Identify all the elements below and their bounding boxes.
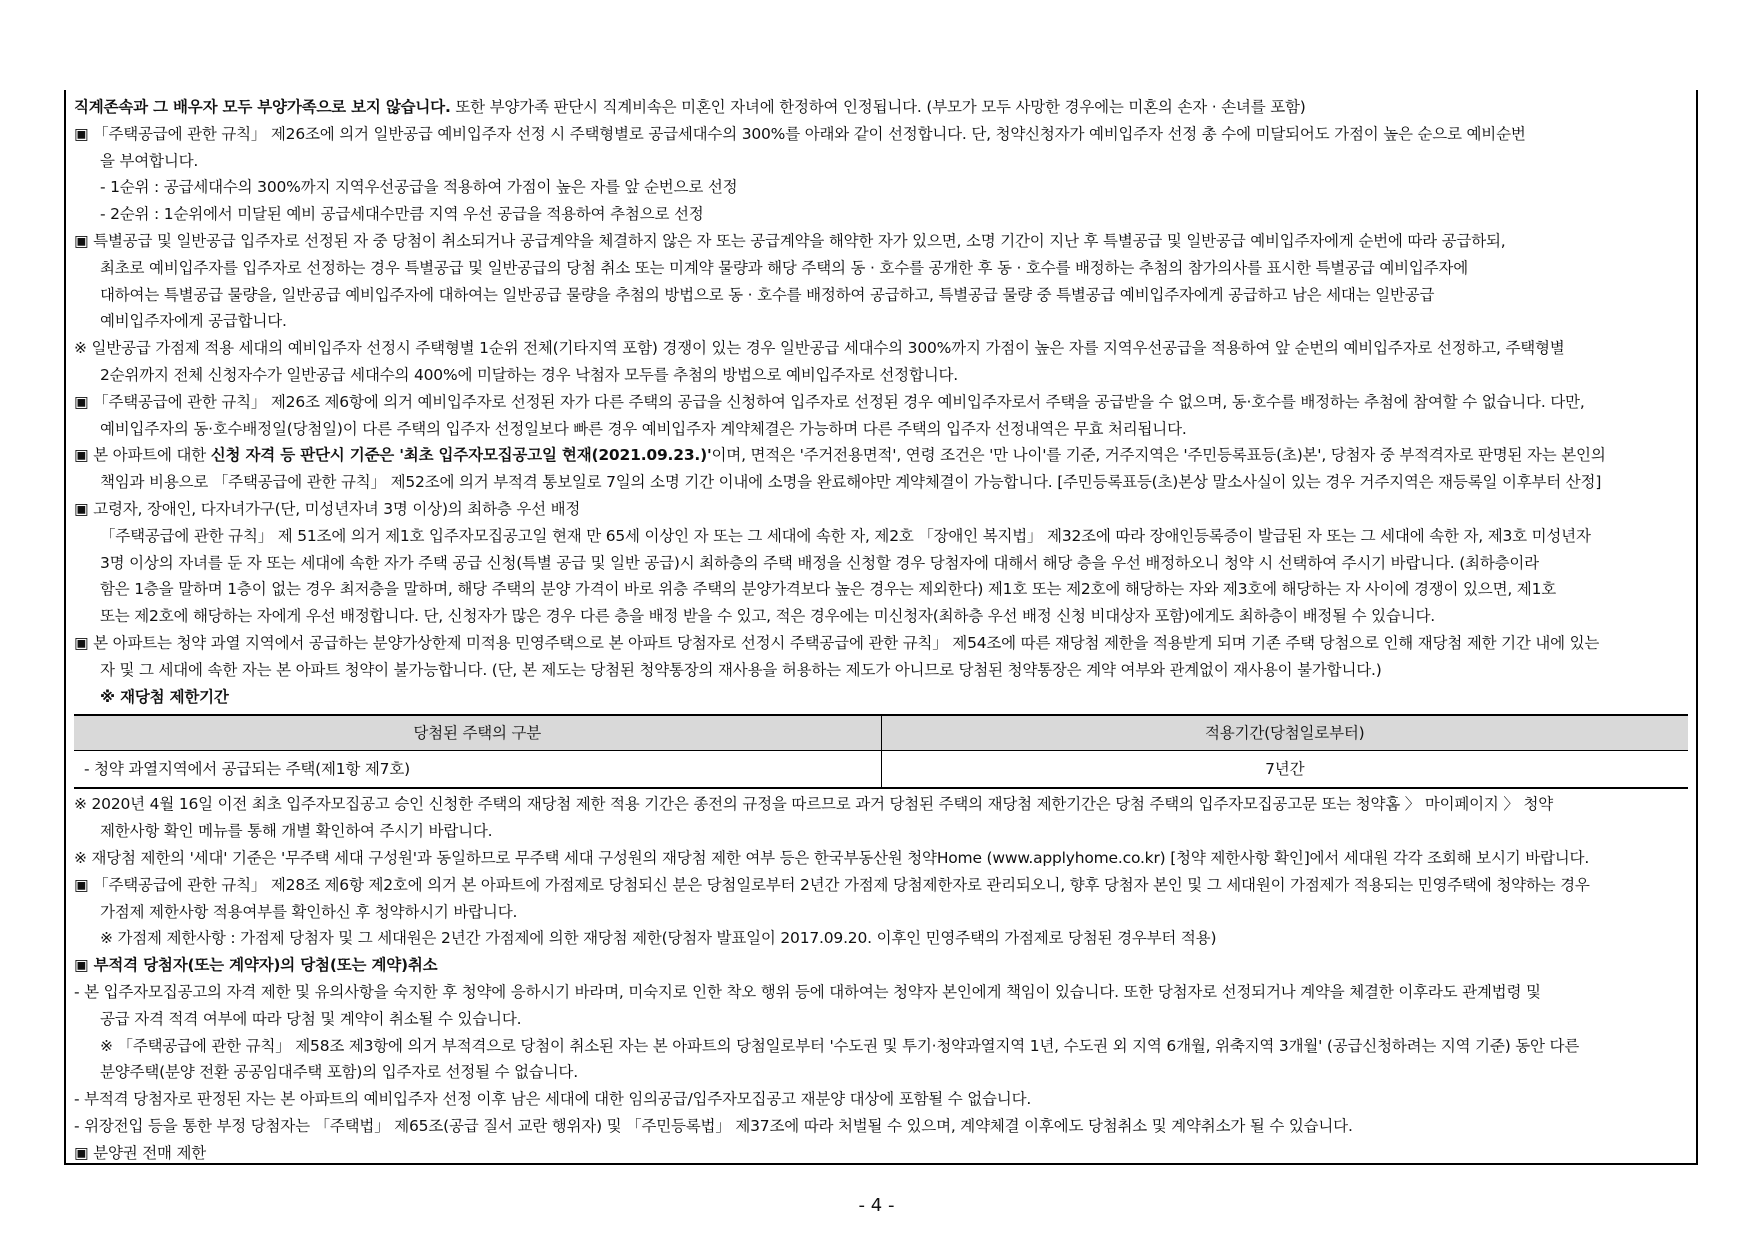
list-item: - 위장전입 등을 통한 부정 당첨자는 「주택법」 제65조(공급 질서 교란 행위자) 및 「주민등록법」 제37조에 따라 처벌될 수 있으며, 계약체결 이후에도 당첨취소 및 계약취소가 될 수 있습니다.: [74, 1116, 1353, 1135]
list-item: - 부적격 당첨자로 판정된 자는 본 아파트의 예비입주자 선정 이후 남은 세대에 대한 임의공급/입주자모집공고 재분양 대상에 포함될 수 없습니다.: [74, 1090, 1032, 1109]
paragraph-line: [74, 94, 1688, 121]
table-cell-type: - 청약 과열지역에서 공급되는 주택(제1항 제7호): [74, 751, 881, 789]
section-heading: ▣ 부적격 당첨자(또는 계약자)의 당첨(또는 계약)취소: [74, 956, 438, 975]
note-line: 2순위까지 전체 신청자수가 일반공급 세대수의 400%에 미달하는 경우 낙첨자 모두를 추첨의 방법으로 예비입주자로 선정합니다.: [100, 365, 959, 384]
note-line: ※ 2020년 4월 16일 이전 최초 입주자모집공고 승인 신청한 주택의 재당첨 제한 적용 기간은 종전의 규정을 따르므로 과거 당첨된 주택의 재당첨 제한기간은 당첨 주택의 입주자모집공고문 또는 청약홈 〉 마이페이지 〉 청약: [74, 795, 1553, 814]
note-line: 분양주택(분양 전환 공공임대주택 포함)의 입주자로 선정될 수 없습니다.: [100, 1063, 578, 1082]
section-heading: ※ 재당첨 제한기간: [100, 687, 229, 706]
paragraph-line: 예비입주자의 동·호수배정일(당첨일)이 다른 주택의 입주자 선정일보다 빠른 경우 예비입주자 계약체결은 가능하며 다른 주택의 입주자 선정내역은 무효 처리됩니다.: [100, 419, 1187, 438]
paragraph-line: 예비입주자에게 공급합니다.: [100, 312, 287, 331]
table-row: [74, 751, 1688, 789]
bold-text: 신청 자격 등 판단시 기준은 '최초 입주자모집공고일 현재(2021.09.23.)': [210, 446, 712, 465]
note-line: ※ 가점제 제한사항 : 가점제 당첨자 및 그 세대원은 2년간 가점제에 의한 재당첨 제한(당첨자 발표일이 2017.09.20. 이후인 민영주택의 가점제로 당첨된 경우부터 적용): [100, 929, 1217, 948]
paragraph-line: 3명 이상의 자녀를 둔 자 또는 세대에 속한 자가 주택 공급 신청(특별 공급 및 일반 공급)시 최하층의 주택 배정을 신청할 경우 당첨자에 대해서 해당 층을 우선 배정하오니 청약 시 선택하여 주시기 바랍니다. (최하층이라: [100, 553, 1539, 572]
table-cell-period: 7년간: [881, 751, 1688, 789]
paragraph-line: 책임과 비용으로 「주택공급에 관한 규칙」 제52조에 의거 부적격 통보일로 7일의 소명 기간 이내에 소명을 완료해야만 계약체결이 가능합니다. [주민등록표등(초)본상 말소사실이 있는 경우 거주지역은 재등록일 이후부터 산정]: [100, 473, 1602, 492]
paragraph-line: 함은 1층을 말하며 1층이 없는 경우 최저층을 말하며, 해당 주택의 분양 가격이 바로 위층 주택의 분양가격보다 높은 경우는 제외한다) 제1호 또는 제2호에 해당하는 자와 제3호에 해당하는 자 사이에 경쟁이 있으면, 제1호: [100, 580, 1557, 599]
text: 또한 부양가족 판단시 직계비속은 미혼인 자녀에 한정하여 인정됩니다. (부모가 모두 사망한 경우에는 미혼의 손자 · 손녀를 포함): [450, 98, 1306, 116]
document-body: [74, 94, 1688, 1166]
paragraph-line: 대하여는 특별공급 물량을, 일반공급 예비입주자에 대하여는 일반공급 물량을 추첨의 방법으로 동 · 호수를 배정하여 공급하고, 특별공급 물량 중 특별공급 예비입주자에게 공급하고 남은 세대는 일반공급: [100, 285, 1435, 304]
paragraph-line: ▣ 「주택공급에 관한 규칙」 제28조 제6항 제2호에 의거 본 아파트에 가점제로 당첨되신 분은 당첨일로부터 2년간 가점제 당첨제한자로 관리되오니, 향후 당첨자 본인 및 그 세대원이 가점제가 적용되는 민영주택에 청약하는 경우: [74, 875, 1590, 894]
paragraph-line: 가점제 제한사항 적용여부를 확인하신 후 청약하시기 바랍니다.: [100, 902, 518, 921]
list-item: - 2순위 : 1순위에서 미달된 예비 공급세대수만큼 지역 우선 공급을 적용하여 추첨으로 선정: [100, 205, 704, 224]
note-line: ※ 「주택공급에 관한 규칙」 제58조 제3항에 의거 부적격으로 당첨이 취소된 자는 본 아파트의 당첨일로부터 '수도권 및 투기·청약과열지역 1년, 수도권 외 지역 6개월, 위축지역 3개월' (공급신청하려는 지역 기준) 동안 다른: [100, 1036, 1580, 1055]
note-line: 제한사항 확인 메뉴를 통해 개별 확인하여 주시기 바랍니다.: [100, 822, 493, 841]
paragraph-line: ▣ 특별공급 및 일반공급 입주자로 선정된 자 중 당첨이 취소되거나 공급계약을 체결하지 않은 자 또는 공급계약을 해약한 자가 있으면, 소명 기간이 지난 후 특별공급 및 일반공급 예비입주자에게 순번에 따라 공급하되,: [74, 231, 1506, 250]
paragraph-line: 또는 제2호에 해당하는 자에게 우선 배정합니다. 단, 신청자가 많은 경우 다른 층을 배정 받을 수 있고, 적은 경우에는 미신청자(최하층 우선 배정 신청 비대상자 포함)에게도 최하층이 배정될 수 있습니다.: [100, 607, 1435, 626]
list-item: - 1순위 : 공급세대수의 300%까지 지역우선공급을 적용하여 가점이 높은 자를 앞 순번으로 선정: [100, 178, 738, 197]
paragraph-line: 을 부여합니다.: [100, 151, 199, 170]
paragraph-line: ▣ 본 아파트는 청약 과열 지역에서 공급하는 분양가상한제 미적용 민영주택으로 본 아파트 당첨자로 선정시 주택공급에 관한 규칙」 제54조에 따른 재당첨 제한을 적용받게 되며 기존 주택 당첨으로 인해 재당첨 제한 기간 내에 있는: [74, 633, 1600, 652]
restriction-table: [74, 714, 1688, 789]
list-item: - 본 입주자모집공고의 자격 제한 및 유의사항을 숙지한 후 청약에 응하시기 바라며, 미숙지로 인한 착오 행위 등에 대하여는 청약자 본인에게 책임이 있습니다. 또한 당첨자로 선정되거나 계약을 체결한 이후라도 관계법령 및: [74, 982, 1541, 1001]
paragraph-line: [74, 442, 1688, 469]
note-line: ※ 재당첨 제한의 '세대' 기준은 '무주택 세대 구성원'과 동일하므로 무주택 세대 구성원의 재당첨 제한 여부 등은 한국부동산원 청약Home (www.applyhome.co.kr) [청약 제한사항 확인]에서 세대원 각각 조회해 보시기 바랍니다.: [74, 848, 1590, 867]
paragraph-line: 「주택공급에 관한 규칙」 제 51조에 의거 제1호 입주자모집공고일 현재 만 65세 이상인 자 또는 그 세대에 속한 자, 제2호 「장애인 복지법」 제32조에 따라 장애인등록증이 발급된 자 또는 그 세대에 속한 자, 제3호 미성년자: [100, 526, 1591, 545]
paragraph-line: 최초로 예비입주자를 입주자로 선정하는 경우 특별공급 및 일반공급의 당첨 취소 또는 미계약 물량과 해당 주택의 동 · 호수를 공개한 후 동 · 호수를 배정하는 추첨의 참가의사를 표시한 특별공급 예비입주자에: [100, 258, 1468, 277]
paragraph-line: 자 및 그 세대에 속한 자는 본 아파트 청약이 불가능합니다. (단, 본 제도는 당첨된 청약통장의 재사용을 허용하는 제도가 아니므로 당첨된 청약통장은 계약 여부와 관계없이 재사용이 불가합니다.): [100, 660, 1382, 679]
table-header-type: 당첨된 주택의 구분: [74, 715, 881, 751]
table-header-row: [74, 715, 1688, 751]
bold-text: 직계존속과 그 배우자 모두 부양가족으로 보지 않습니다.: [74, 98, 451, 116]
note-line: ※ 일반공급 가점제 적용 세대의 예비입주자 선정시 주택형별 1순위 전체(기타지역 포함) 경쟁이 있는 경우 일반공급 세대수의 300%까지 가점이 높은 자를 지역우선공급을 적용하여 앞 순번의 예비입주자로 선정하고, 주택형별: [74, 339, 1565, 358]
page-number: - 4 -: [858, 1195, 895, 1216]
paragraph-line: ▣ 「주택공급에 관한 규칙」 제26조에 의거 일반공급 예비입주자 선정 시 주택형별로 공급세대수의 300%를 아래와 같이 선정합니다. 단, 청약신청자가 예비입주자 선정 총 수에 미달되어도 가점이 높은 순으로 예비순번: [74, 124, 1526, 143]
table-header-period: 적용기간(당첨일로부터): [881, 715, 1688, 751]
paragraph-line: ▣ 「주택공급에 관한 규칙」 제26조 제6항에 의거 예비입주자로 선정된 자가 다른 주택의 공급을 신청하여 입주자로 선정된 경우 예비입주자로서 주택을 공급받을 수 없으며, 동·호수를 배정하는 추첨에 참여할 수 없습니다. 다만,: [74, 392, 1585, 411]
paragraph-line: ▣ 고령자, 장애인, 다자녀가구(단, 미성년자녀 3명 이상)의 최하층 우선 배정: [74, 499, 581, 518]
text: 이며, 면적은 '주거전용면적', 연령 조건은 '만 나이'를 기준, 거주지역은 '주민등록표등(초)본', 당첨자 중 부적격자로 판명된 자는 본인의: [711, 446, 1606, 465]
list-item: 공급 자격 적격 여부에 따라 당첨 및 계약이 취소될 수 있습니다.: [100, 1009, 522, 1028]
section-heading: ▣ 분양권 전매 제한: [74, 1143, 207, 1162]
text: ▣ 본 아파트에 대한: [74, 446, 211, 465]
